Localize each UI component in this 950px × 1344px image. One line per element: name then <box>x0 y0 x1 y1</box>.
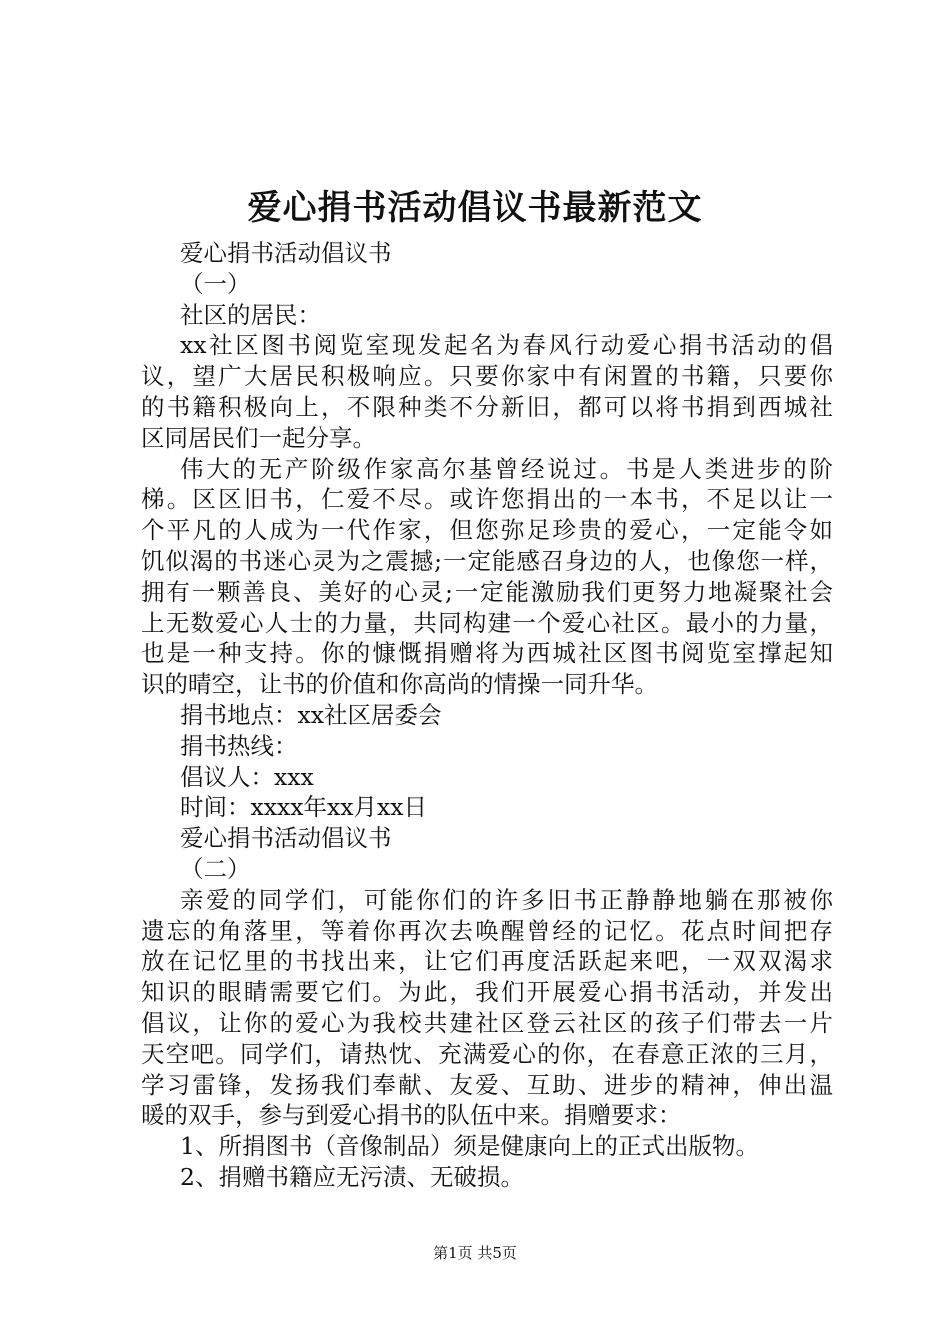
paragraph-line: 暖的双手，参与到爱心捐书的队伍中来。捐赠要求： <box>141 1101 682 1130</box>
section-heading: 爱心捐书活动倡议书 <box>180 239 392 267</box>
paragraph-line: 的书籍积极向上，不限种类不分新旧，都可以将书捐到西城社 <box>141 392 833 421</box>
donation-location: 捐书地点：xx社区居委会 <box>180 700 442 729</box>
requirement-item: 2、捐赠书籍应无污渍、无破损。 <box>180 1162 524 1191</box>
paragraph-line: 学习雷锋，发扬我们奉献、友爱、互助、进步的精神，伸出温 <box>141 1070 833 1099</box>
paragraph-line: 亲爱的同学们，可能你们的许多旧书正静静地躺在那被你 <box>180 885 833 914</box>
paragraph-line: 放在记忆里的书找出来，让它们再度活跃起来吧，一双双渴求 <box>141 947 833 976</box>
document-body <box>141 238 833 1193</box>
salutation: 社区的居民： <box>180 300 321 329</box>
paragraph-line: 遗忘的角落里，等着你再次去唤醒曾经的记忆。花点时间把存 <box>141 916 833 945</box>
paragraph-line: 个平凡的人成为一代作家，但您弥足珍贵的爱心，一定能令如 <box>141 516 833 545</box>
page-footer: 第1页 共5页 <box>433 1244 517 1262</box>
paragraph-line: 上无数爱心人士的力量，共同构建一个爱心社区。最小的力量， <box>141 608 833 637</box>
date-line: 时间：xxxx年xx月xx日 <box>180 793 428 822</box>
paragraph-line: 区同居民们一起分享。 <box>141 423 376 452</box>
paragraph-line: 伟大的无产阶级作家高尔基曾经说过。书是人类进步的阶 <box>180 454 833 483</box>
paragraph-line: 拥有一颗善良、美好的心灵;一定能激励我们更努力地凝聚社会 <box>141 577 833 606</box>
paragraph-line: 天空吧。同学们，请热忱、充满爱心的你，在春意正浓的三月， <box>141 1039 833 1068</box>
paragraph-line: 倡议，让你的爱心为我校共建社区登云社区的孩子们带去一片 <box>141 1008 833 1037</box>
section-number: （一） <box>180 269 251 298</box>
paragraph-line: 识的晴空，让书的价值和你高尚的情操一同升华。 <box>141 670 658 699</box>
document-title: 爱心捐书活动倡议书最新范文 <box>247 188 703 228</box>
initiator: 倡议人：xxx <box>180 762 314 791</box>
paragraph-line: xx社区图书阅览室现发起名为春风行动爱心捐书活动的倡 <box>180 331 833 360</box>
paragraph-line: 梯。区区旧书，仁爱不尽。或许您捐出的一本书，不足以让一 <box>141 485 833 514</box>
section-heading: 爱心捐书活动倡议书 <box>180 824 392 853</box>
requirement-item: 1、所捐图书（音像制品）须是健康向上的正式出版物。 <box>180 1132 759 1161</box>
paragraph-line: 饥似渴的书迷心灵为之震撼;一定能感召身边的人，也像您一样， <box>141 546 833 575</box>
paragraph-line: 也是一种支持。你的慷慨捐赠将为西城社区图书阅览室撑起知 <box>141 639 833 668</box>
section-number: （二） <box>180 854 251 883</box>
paragraph-line: 议，望广大居民积极响应。只要你家中有闲置的书籍，只要你 <box>141 362 833 391</box>
paragraph-line: 知识的眼睛需要它们。为此，我们开展爱心捐书活动，并发出 <box>141 978 833 1007</box>
donation-hotline: 捐书热线： <box>180 731 298 760</box>
